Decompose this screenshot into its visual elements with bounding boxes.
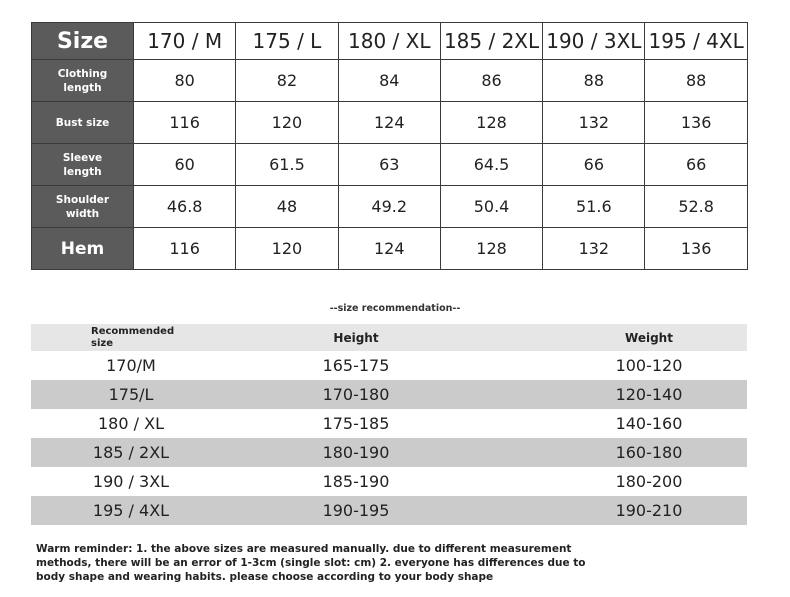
measurement-cell: 88: [645, 60, 747, 102]
recommended-size-cell: 195 / 4XL: [92, 501, 170, 520]
row-label: Clothing length: [32, 60, 134, 102]
recommendation-row: [31, 409, 747, 438]
measurement-cell: 64.5: [440, 144, 542, 186]
size-column-header: 190 / 3XL: [543, 23, 645, 60]
recommendation-row: [31, 380, 747, 409]
recommended-size-cell: 170/M: [106, 356, 156, 375]
measurement-cell: 49.2: [338, 186, 440, 228]
measurement-cell: 88: [543, 60, 645, 102]
size-column-header: 185 / 2XL: [440, 23, 542, 60]
measurement-row-bust-size: [32, 102, 748, 144]
measurement-cell: 132: [543, 102, 645, 144]
weight-cell: 120-140: [615, 385, 683, 404]
height-cell: 180-190: [322, 443, 390, 462]
recommended-size-cell: 185 / 2XL: [92, 443, 170, 462]
recommendation-header-row: [31, 324, 747, 351]
weight-cell: 160-180: [615, 443, 683, 462]
weight-cell: 140-160: [615, 414, 683, 433]
warm-reminder-note: Warm reminder: 1. the above sizes are measured manually. due to different measurement methods, there will be an error of 1-3cm (single slot: cm) 2. everyone has differences due to body shape and wearing habits. please choose according to your body shape: [36, 543, 586, 583]
measurement-cell: 80: [134, 60, 236, 102]
size-column-header: 195 / 4XL: [645, 23, 747, 60]
measurement-cell: 136: [645, 228, 747, 270]
recommendation-row: [31, 496, 747, 525]
size-recommendation-table: [31, 324, 747, 525]
measurement-cell: 50.4: [440, 186, 542, 228]
height-cell: 175-185: [322, 414, 390, 433]
weight-cell: 180-200: [615, 472, 683, 491]
recommended-size-cell: 190 / 3XL: [92, 472, 170, 491]
weight-cell: 190-210: [615, 501, 683, 520]
measurement-cell: 128: [440, 228, 542, 270]
recommendation-row: [31, 438, 747, 467]
recommended-size-cell: 175/L: [108, 385, 154, 404]
weight-header: Weight: [625, 330, 673, 345]
height-cell: 170-180: [322, 385, 390, 404]
measurement-cell: 61.5: [236, 144, 338, 186]
size-column-header: 180 / XL: [338, 23, 440, 60]
measurement-cell: 82: [236, 60, 338, 102]
measurement-cell: 66: [543, 144, 645, 186]
measurement-cell: 116: [134, 102, 236, 144]
measurement-cell: 48: [236, 186, 338, 228]
measurement-cell: 84: [338, 60, 440, 102]
row-label: Hem: [32, 228, 134, 270]
height-header: Height: [333, 330, 379, 345]
size-chart-header-row: [32, 23, 748, 60]
measurement-row-hem: [32, 228, 748, 270]
measurement-cell: 51.6: [543, 186, 645, 228]
recommended-size-header: Recommended size: [91, 325, 175, 349]
measurement-cell: 120: [236, 228, 338, 270]
size-chart-table: [31, 22, 748, 270]
measurement-row-sleeve-length: [32, 144, 748, 186]
recommendation-row: [31, 351, 747, 380]
measurement-row-shoulder-width: [32, 186, 748, 228]
measurement-cell: 116: [134, 228, 236, 270]
size-chart-corner-label: Size: [32, 23, 134, 60]
measurement-cell: 128: [440, 102, 542, 144]
row-label: Bust size: [32, 102, 134, 144]
recommendation-row: [31, 467, 747, 496]
measurement-cell: 136: [645, 102, 747, 144]
measurement-cell: 60: [134, 144, 236, 186]
measurement-cell: 52.8: [645, 186, 747, 228]
height-cell: 185-190: [322, 472, 390, 491]
size-column-header: 170 / M: [134, 23, 236, 60]
row-label: Shoulder width: [32, 186, 134, 228]
measurement-cell: 46.8: [134, 186, 236, 228]
height-cell: 165-175: [322, 356, 390, 375]
weight-cell: 100-120: [615, 356, 683, 375]
measurement-cell: 63: [338, 144, 440, 186]
measurement-cell: 120: [236, 102, 338, 144]
measurement-cell: 86: [440, 60, 542, 102]
row-label: Sleeve length: [32, 144, 134, 186]
recommended-size-cell: 180 / XL: [98, 414, 164, 433]
measurement-cell: 66: [645, 144, 747, 186]
measurement-cell: 132: [543, 228, 645, 270]
measurement-cell: 124: [338, 102, 440, 144]
size-recommendation-title: --size recommendation--: [329, 303, 461, 314]
measurement-row-clothing-length: [32, 60, 748, 102]
size-column-header: 175 / L: [236, 23, 338, 60]
measurement-cell: 124: [338, 228, 440, 270]
height-cell: 190-195: [322, 501, 390, 520]
